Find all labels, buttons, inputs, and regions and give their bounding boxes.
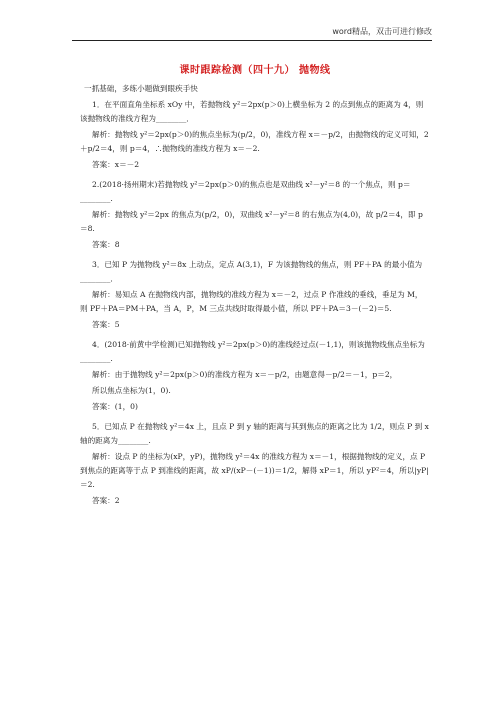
- answer-text: 答案：x＝－2: [92, 160, 140, 169]
- question-text: 2.(2018·扬州期末)若抛物线 y²＝2px(p＞0)的焦点也是双曲线 x²－y²＝8 的一个焦点，则 p＝________.: [80, 180, 411, 203]
- question-1: [80, 98, 430, 172]
- question-text: 5．已知点 P 在抛物线 y²＝4x 上，且点 P 到 y 轴的距离与其到焦点的距离之比为 1/2，则点 P 到 x 轴的距离为________.: [80, 422, 429, 445]
- answer-text: 答案：8: [92, 240, 120, 249]
- header-rule: [72, 40, 432, 41]
- question-text: 1．在平面直角坐标系 xOy 中，若抛物线 y²＝2px(p＞0)上横坐标为 2 的点到焦点的距离为 4，则该抛物线的准线方程为________．: [80, 100, 424, 123]
- question-text: 4．(2018·前黄中学检测)已知抛物线 y²＝2px(p＞0)的准线经过点(－1,1)，则该抛物线焦点坐标为________.: [80, 340, 425, 363]
- question-2: [80, 178, 430, 252]
- answer-text: 答案：5: [92, 320, 120, 329]
- answer-text: 答案：(1，0): [92, 402, 138, 411]
- solution-text: 所以焦点坐标为(1，0).: [92, 386, 171, 395]
- question-5: [80, 420, 430, 508]
- question-text: 3．已知 P 为抛物线 y²＝8x 上动点，定点 A(3,1)，F 为该抛物线的焦点，则 PF＋PA 的最小值为________．: [80, 260, 423, 283]
- solution-text: 解析：抛物线 y²＝2px(p＞0)的焦点坐标为(p/2，0)，准线方程 x＝－p/2，由抛物线的定义可知，2＋p/2＝4，则 p＝4，∴抛物线的准线方程为 x＝－2.: [80, 130, 429, 153]
- solution-text: 解析：易知点 A 在抛物线内部，抛物线的准线方程为 x＝－2，过点 P 作准线的垂线，垂足为 M，则 PF＋PA＝PM＋PA，当 A，P，M 三点共线时取得最小值，所以 PF＋PA＝3－(－2)＝5.: [80, 290, 423, 313]
- subtitle: 一抓基础，多练小题做到眼疾手快: [84, 84, 198, 93]
- solution-text: 解析：抛物线 y²＝2px 的焦点为(p/2，0)，双曲线 x²－y²＝8 的右焦点为(4,0)，故 p/2＝4，即 p＝8.: [80, 210, 423, 233]
- answer-text: 答案：2: [92, 496, 120, 505]
- header-note: word精品，双击可进行修改: [332, 27, 432, 36]
- solution-text: 解析：由于抛物线 y²＝2px(p＞0)的准线方程为 x＝－p/2，由题意得－p/2＝－1，p＝2，: [92, 370, 398, 379]
- solution-text: 解析：设点 P 的坐标为(xP，yP)，抛物线 y²＝4x 的准线方程为 x＝－1，根据抛物线的定义，点 P 到焦点的距离等于点 P 到准线的距离，故 xP/(xP－(－1))＝1/2，解得 xP＝1，所以 yP²＝4，所以|yP|＝2.: [80, 452, 429, 489]
- question-4: [80, 338, 430, 414]
- document-page: [80, 52, 430, 514]
- question-3: [80, 258, 430, 332]
- page-title: 课时跟踪检测（四十九） 抛物线: [179, 65, 331, 76]
